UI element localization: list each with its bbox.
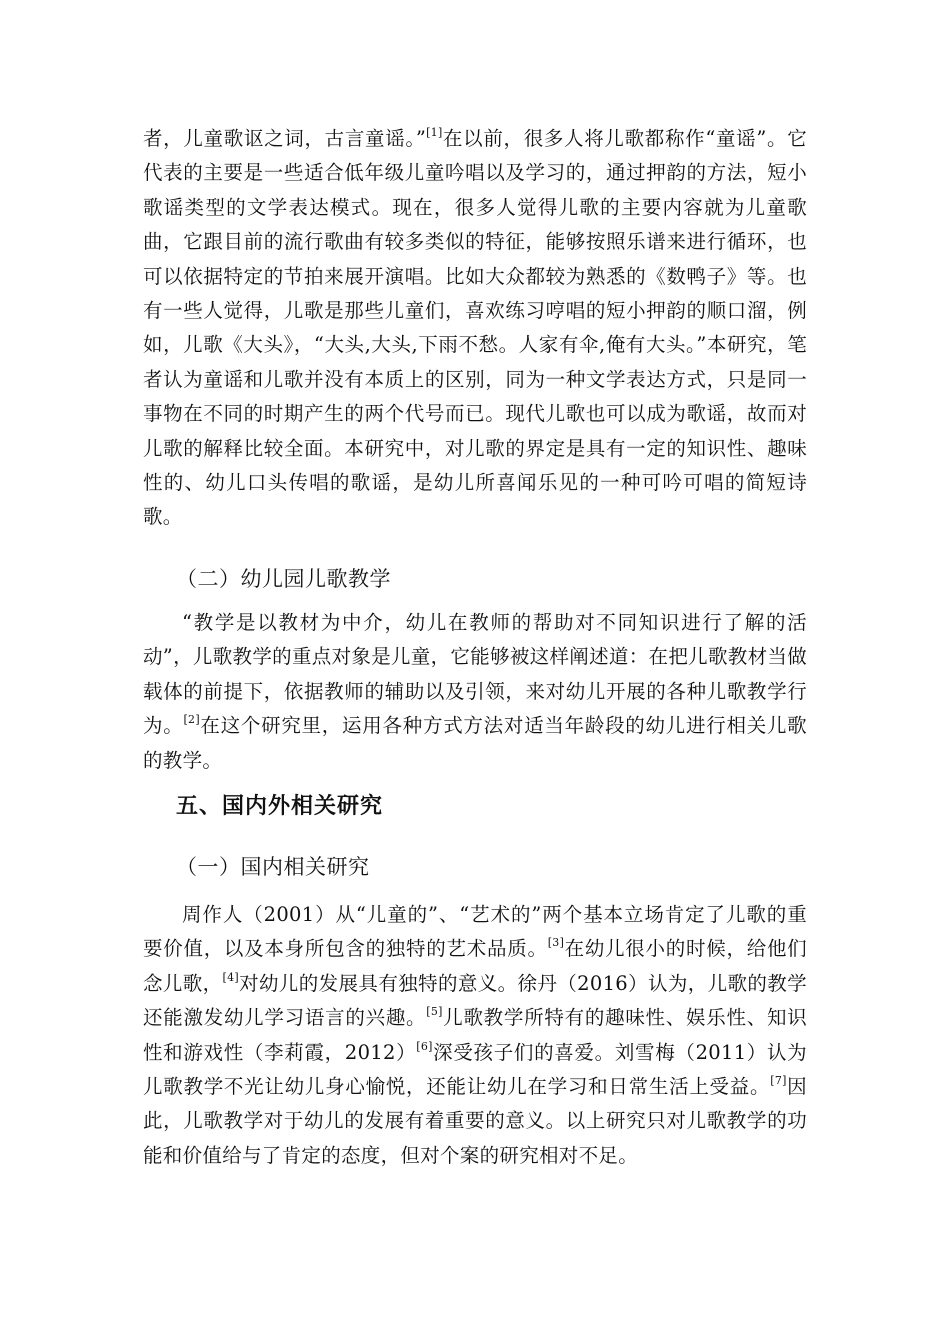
citation-ref: [3]	[547, 936, 565, 950]
paragraph-text: 在这个研究里，运用各种方式方法对适当年龄段的幼儿进行相关儿歌的教学。	[143, 714, 807, 772]
paragraph-text: 因此，儿歌教学对于幼儿的发展有着重要的意义。以上研究只对儿歌教学的功能和价值给与了肯定的态度，但对个案的研究相对不足。	[143, 1075, 807, 1167]
citation-ref: [4]	[222, 970, 240, 984]
paragraph-text: 在以前，很多人将儿歌都称作“童谣”。它代表的主要是一些适合低年级儿童吟唱以及学习的，通过押韵的方法，短小歌谣类型的文学表达模式。现在，很多人觉得儿歌的主要内容就为儿童歌曲，它跟目前的流行歌曲有较多类似的特征，能够按照乐谱来进行循环，也可以依据特定的节拍来展开演唱。比如大众都较为熟悉的《数鸭子》等。也有一些人觉得，儿歌是那些儿童们，喜欢练习哼唱的短小押韵的顺口溜，例如，儿歌《大头》，“大头,大头,下雨不愁。人家有伞,俺有大头。”本研究，笔者认为童谣和儿歌并没有本质上的区别，同为一种文学表达方式，只是同一事物在不同的时期产生的两个代号而已。现代儿歌也可以成为歌谣，故而对儿歌的解释比较全面。本研究中，对儿歌的界定是具有一定的知识性、趣味性的、幼儿口头传唱的歌谣，是幼儿所喜闻乐见的一种可吟可唱的简短诗歌。	[143, 127, 807, 529]
paragraph-rhyme-teaching-definition	[143, 606, 807, 778]
section-heading-kindergarten-rhyme-teaching: （二）幼儿园儿歌教学	[176, 567, 391, 591]
paragraph-domestic-research	[143, 898, 807, 1173]
paragraph-text: “教学是以教材为中介，幼儿在教师的帮助对不同知识进行了解的活动”，儿歌教学的重点对象是儿童，它能够被这样阐述道：在把儿歌教材当做载体的前提下，依据教师的辅助以及引领，来对幼儿开展的各种儿歌教学行为。	[143, 611, 807, 738]
chapter-heading-related-research: 五、国内外相关研究	[176, 794, 384, 819]
citation-ref: [2]	[183, 713, 200, 727]
citation-ref: [5]	[426, 1005, 443, 1019]
paragraph-definition-of-nursery-rhymes	[143, 122, 807, 535]
section-heading-domestic-research: （一）国内相关研究	[176, 855, 370, 879]
paragraph-text: 周作人（2001）从“儿童的”、“艺术的”两个基本立场肯定了儿歌的重要价值，以及本身所包含的独特的艺术品质。	[143, 903, 807, 961]
paragraph-text: 者，儿童歌讴之词，古言童谣。”	[143, 127, 427, 150]
paragraph-text: 对幼儿的发展具有独特的意义。徐丹（2016）认为，儿歌的教学还能激发幼儿学习语言的兴趣。	[143, 971, 807, 1030]
citation-ref: [1]	[426, 126, 443, 139]
paragraph-text: 在幼儿很小的时候，给他们念儿歌，	[143, 937, 807, 995]
citation-ref: [7]	[770, 1074, 787, 1088]
paragraph-text: 儿歌教学所特有的趣味性、娱乐性、知识性和游戏性（李莉霞，2012）	[143, 1006, 808, 1064]
citation-ref: [6]	[416, 1039, 433, 1053]
paragraph-text: 深受孩子们的喜爱。刘雪梅（2011）认为儿歌教学不光让幼儿身心愉悦，还能让幼儿在学习和日常生活上受益。	[143, 1040, 807, 1099]
